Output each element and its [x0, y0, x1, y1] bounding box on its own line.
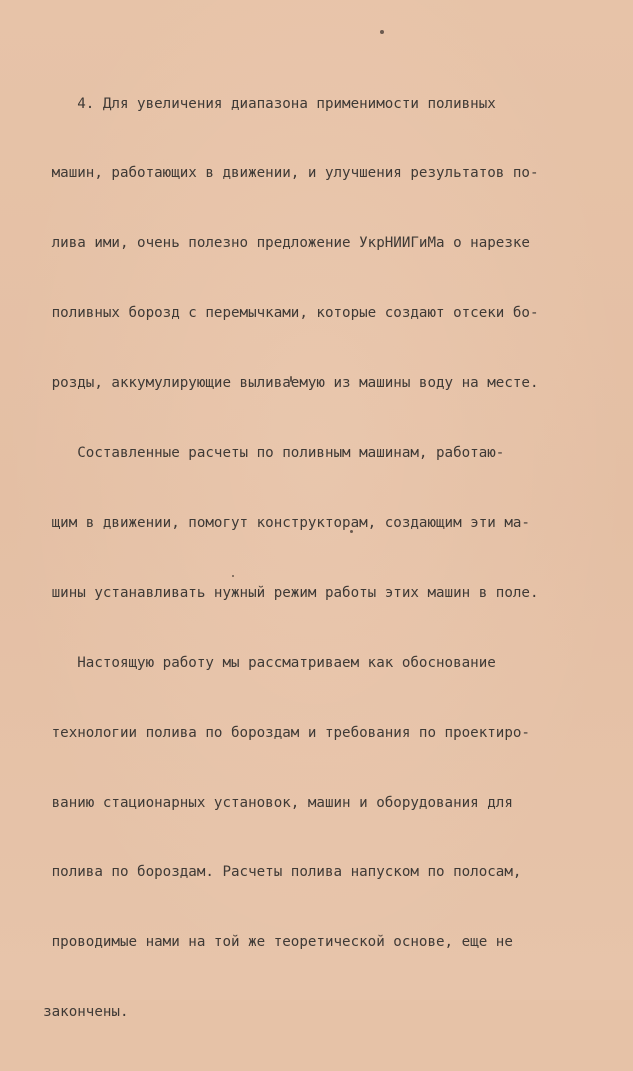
text-line: машин, работающих в движении, и улучшения результатов по- — [26, 165, 539, 182]
text-line: поливных борозд с перемычками, которые создают отсеки бо- — [26, 305, 539, 322]
text-line: полива по бороздам. Расчеты полива напуском по полосам, — [26, 864, 522, 881]
text-line: ванию стационарных установок, машин и оборудования для — [26, 794, 513, 811]
text-line: проводимые нами на той же теоретической основе, еще не — [26, 934, 513, 951]
text-line: технологии полива по бороздам и требования по проектиро- — [26, 724, 530, 741]
ink-speck — [380, 30, 384, 34]
text-line: 4. Для увеличения диапазона применимости поливных — [26, 95, 496, 112]
body-text — [26, 46, 616, 1071]
text-line: лива ими, очень полезно предложение УкрНИИГиМа о нарезке — [26, 235, 530, 252]
text-line: закончены. — [26, 1004, 129, 1021]
text-line: Настоящую работу мы рассматриваем как обоснование — [26, 654, 496, 671]
text-line: Составленные расчеты по поливным машинам, работаю- — [26, 445, 505, 462]
text-line: щим в движении, помогут конструкторам, создающим эти ма- — [26, 514, 530, 531]
text-line: розды, аккумулирующие выливаемую из машины воду на месте. — [26, 375, 539, 392]
text-line: шины устанавливать нужный режим работы этих машин в поле. — [26, 584, 539, 601]
